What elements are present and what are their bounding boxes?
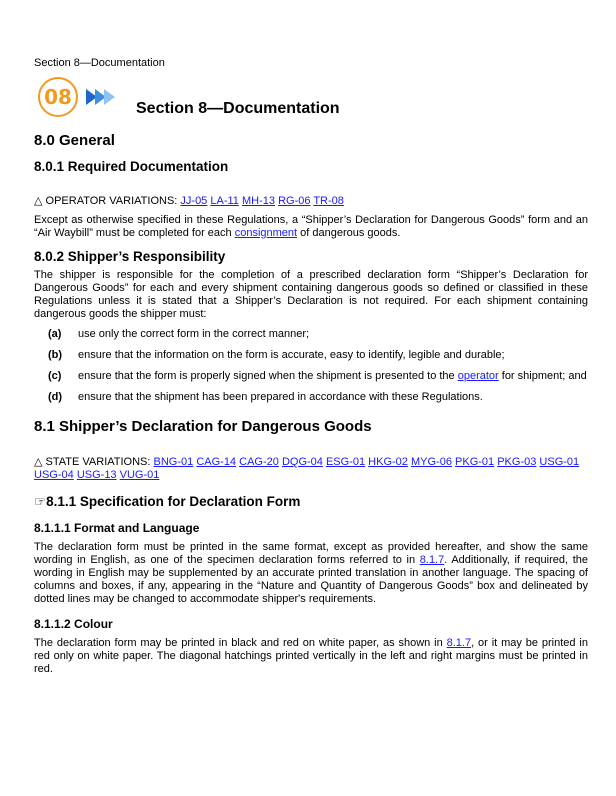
variation-link[interactable]: MYG-06 (410, 456, 452, 468)
heading-8-0-2: 8.0.2 Shipper’s Responsibility (34, 249, 226, 264)
variation-link[interactable]: USG-01 (539, 456, 580, 468)
ref-8-1-7-link[interactable]: 8.1.7 (419, 554, 445, 566)
variation-link[interactable]: ESG-01 (325, 456, 366, 468)
list-item: (d) ensure that the shipment has been prepared in accordance with these Regulations. (48, 391, 483, 403)
state-variations (34, 456, 588, 482)
variation-link[interactable]: VUG-01 (119, 469, 160, 481)
chevron-arrows-icon (86, 89, 113, 105)
variation-link[interactable]: PKG-01 (455, 456, 495, 468)
consignment-link[interactable]: consignment (234, 227, 298, 239)
responsibility-list (34, 328, 588, 404)
variation-link[interactable]: LA-11 (210, 195, 239, 207)
pointing-hand-icon: ☞ (34, 494, 47, 509)
operator-variations-label: △ OPERATOR VARIATIONS: (34, 195, 178, 207)
paragraph-8-1-1-2: The declaration form may be printed in black and red on white paper, as shown in 8.1.7, or it may be printed in red only on white paper. The diagonal hatchings printed vertically in the left and right margins must be printed in red. (34, 637, 588, 675)
ref-8-1-7-link[interactable]: 8.1.7 (446, 637, 472, 649)
heading-8-1: 8.1 Shipper’s Declaration for Dangerous Goods (34, 418, 372, 435)
chapter-banner (38, 77, 113, 117)
heading-8-0: 8.0 General (34, 132, 115, 149)
variation-link[interactable]: USG-13 (76, 469, 117, 481)
variation-link[interactable]: DQG-04 (281, 456, 323, 468)
list-item: (c) ensure that the form is properly signed when the shipment is presented to the operator for shipment; and (48, 370, 587, 382)
variation-link[interactable]: JJ-05 (180, 195, 208, 207)
state-variations-label: △ STATE VARIATIONS: (34, 456, 151, 468)
variation-link[interactable]: RG-06 (278, 195, 311, 207)
paragraph-8-0-2: The shipper is responsible for the completion of a prescribed declaration form “Shipper’s Declaration for Dangerous Goods” for each and every shipment containing dangerous goods so defined or classified in these Regulations unless it is stated that a Shipper’s Declaration is not required. For each shipment containing dangerous goods the shipper must: (34, 269, 588, 320)
operator-variations (34, 195, 588, 208)
variation-link[interactable]: BNG-01 (153, 456, 194, 468)
heading-8-1-1-1: 8.1.1.1 Format and Language (34, 521, 200, 535)
variation-link[interactable]: PKG-03 (497, 456, 537, 468)
heading-8-1-1: ☞8.1.1 Specification for Declaration Form (34, 494, 301, 509)
operator-link[interactable]: operator (457, 370, 499, 382)
list-item: (a) use only the correct form in the correct manner; (48, 328, 310, 340)
chapter-title: Section 8—Documentation (136, 100, 340, 117)
variation-link[interactable]: USG-04 (34, 469, 74, 481)
heading-8-0-1: 8.0.1 Required Documentation (34, 159, 229, 174)
running-head: Section 8—Documentation (34, 57, 165, 69)
document-body (34, 130, 588, 676)
heading-8-1-1-2: 8.1.1.2 Colour (34, 617, 113, 631)
variation-link[interactable]: CAG-14 (196, 456, 237, 468)
list-item: (b) ensure that the information on the form is accurate, easy to identify, legible and durable; (48, 349, 505, 361)
variation-link[interactable]: TR-08 (313, 195, 344, 207)
paragraph-8-0-1: Except as otherwise specified in these Regulations, a “Shipper’s Declaration for Dangerous Goods” form and an “Air Waybill” must be completed for each consignment of dangerous goods. (34, 214, 588, 239)
variation-link[interactable]: CAG-20 (239, 456, 279, 468)
chapter-number-badge: 08 (38, 77, 78, 117)
variation-link[interactable]: HKG-02 (368, 456, 408, 468)
variation-link[interactable]: MH-13 (241, 195, 275, 207)
paragraph-8-1-1-1: The declaration form must be printed in the same format, except as provided hereafter, and show the same wording in English, as one of the specimen declaration forms referred to in 8.1.7. Additionally, if required, the wording in English may be supplemented by an accurate printed translation in another language. The spacing of columns and boxes, if any, appearing in the “Nature and Quantity of Dangerous Goods” box and delineated by dotted lines may be changed to accommodate shipper's requirements. (34, 541, 588, 605)
